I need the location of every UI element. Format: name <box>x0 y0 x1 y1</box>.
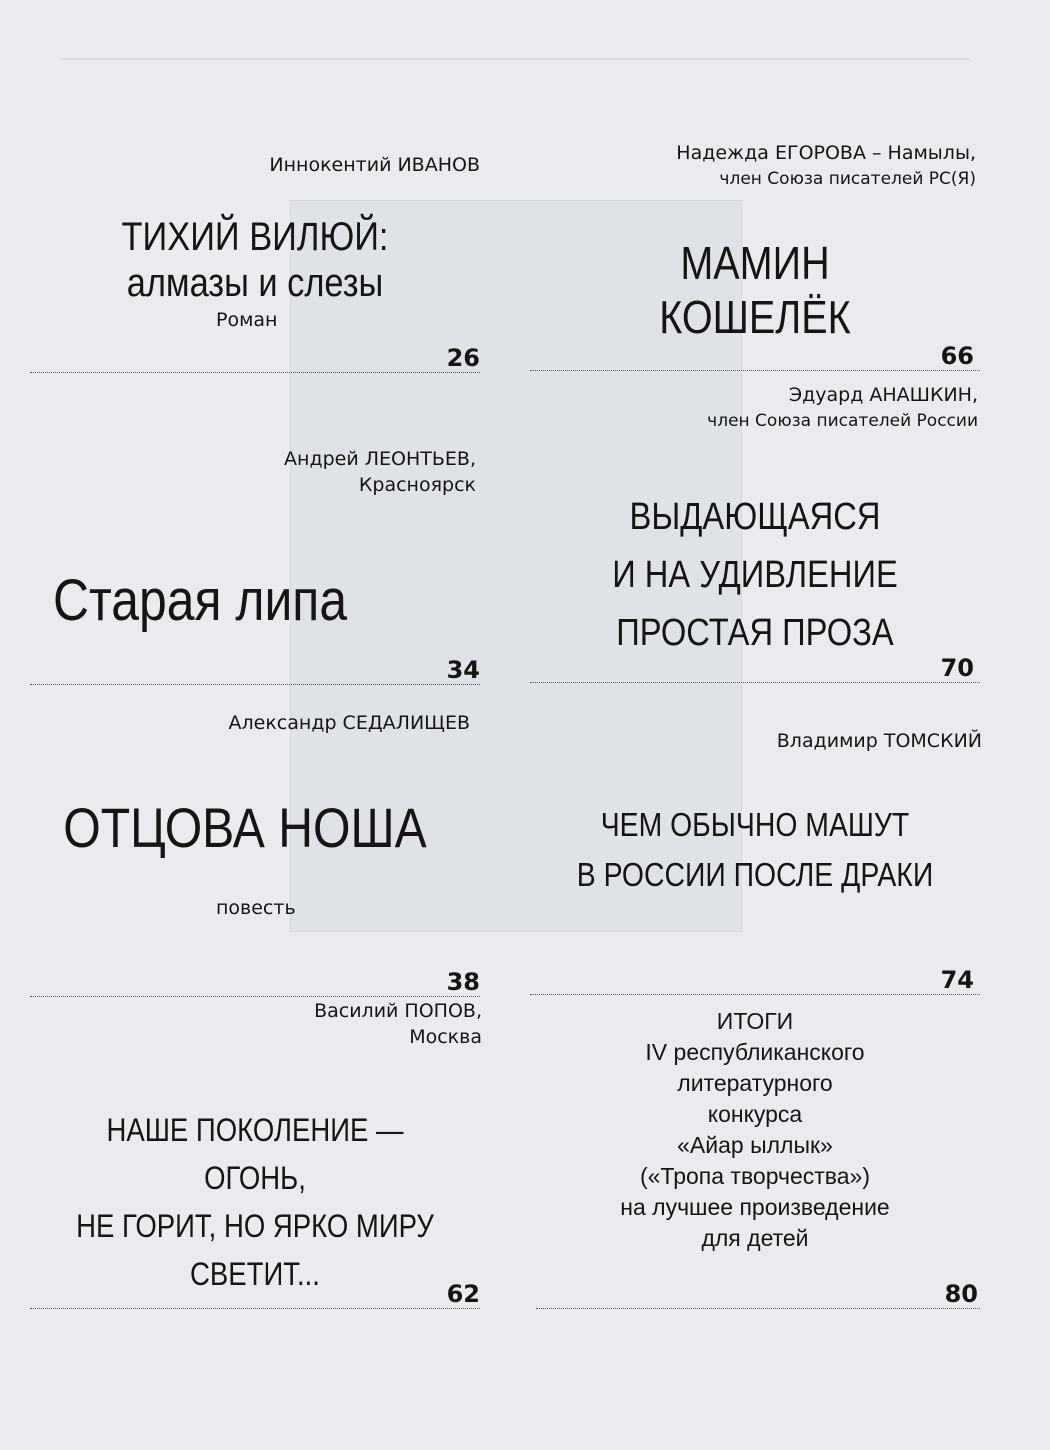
toc-page-number[interactable]: 70 <box>940 654 974 682</box>
title-line: КОШЕЛЁК <box>659 291 851 343</box>
title-line: «Айар ыллык» <box>677 1132 833 1158</box>
title-line: СВЕТИТ... <box>190 1256 320 1292</box>
toc-page-number[interactable]: 80 <box>944 1280 978 1308</box>
toc-subtitle: повесть <box>216 897 296 919</box>
toc-rule <box>536 1308 980 1309</box>
title-line: ВЫДАЮЩАЯСЯ <box>629 496 881 538</box>
toc-title[interactable] <box>19 568 380 635</box>
toc-rule <box>30 1308 480 1309</box>
author-line: Красноярск <box>358 474 476 496</box>
toc-title[interactable] <box>62 214 449 306</box>
background-text-line <box>60 58 970 60</box>
title-line: литературного <box>677 1070 833 1096</box>
title-line: («Тропа творчества») <box>639 1163 870 1189</box>
title-line: НЕ ГОРИТ, НО ЯРКО МИРУ <box>76 1208 434 1244</box>
title-line: конкурса <box>707 1101 803 1127</box>
toc-title[interactable] <box>52 796 439 860</box>
title-line: ПРОСТАЯ ПРОЗА <box>616 612 894 654</box>
title-line: ЧЕМ ОБЫЧНО МАШУТ <box>600 806 910 843</box>
title-line: И НА УДИВЛЕНИЕ <box>612 554 898 596</box>
toc-rule <box>30 684 480 685</box>
author-line: Эдуард АНАШКИН, <box>788 384 978 406</box>
author-line: Василий ПОПОВ, <box>314 1000 482 1022</box>
toc-rule <box>530 682 980 683</box>
title-line: IV республиканского <box>645 1039 865 1065</box>
title-line: ИТОГИ <box>716 1008 794 1034</box>
title-line: ОТЦОВА НОША <box>63 796 427 859</box>
toc-author <box>530 382 978 434</box>
author-line: Александр СЕДАЛИЩЕВ <box>228 712 470 734</box>
author-line: член Союза писателей России <box>707 411 978 431</box>
toc-rule <box>30 996 480 997</box>
author-line: Андрей ЛЕОНТЬЕВ, <box>284 448 476 470</box>
author-line: Москва <box>409 1026 482 1048</box>
author-line: Иннокентий ИВАНОВ <box>269 154 480 176</box>
title-line: НАШЕ ПОКОЛЕНИЕ — ОГОНЬ, <box>106 1112 404 1196</box>
toc-page-number[interactable]: 38 <box>446 968 480 996</box>
toc-author <box>30 446 476 498</box>
toc-author <box>30 152 480 178</box>
title-line: алмазы и слезы <box>126 261 384 305</box>
toc-rule <box>530 994 980 995</box>
toc-rule <box>530 370 980 371</box>
toc-author <box>30 710 470 736</box>
author-line: Владимир ТОМСКИЙ <box>776 730 982 752</box>
toc-subtitle: Роман <box>216 309 278 331</box>
toc-page-number[interactable]: 34 <box>446 656 480 684</box>
toc-author <box>530 728 982 754</box>
toc-title[interactable] <box>562 488 949 662</box>
toc-title[interactable] <box>62 1106 449 1298</box>
toc-title[interactable] <box>530 1006 980 1254</box>
title-line: Старая липа <box>52 568 348 633</box>
toc-author <box>30 998 482 1050</box>
toc-page-number[interactable]: 66 <box>940 342 974 370</box>
author-line: член Союза писателей РС(Я) <box>719 169 976 189</box>
title-line: В РОССИИ ПОСЛЕ ДРАКИ <box>576 856 934 893</box>
toc-rule <box>30 372 480 373</box>
title-line: для детей <box>701 1225 809 1251</box>
toc-page-number[interactable]: 26 <box>446 344 480 372</box>
toc-page-number[interactable]: 62 <box>446 1280 480 1308</box>
author-line: Надежда ЕГОРОВА – Намылы, <box>676 142 976 164</box>
title-line: ТИХИЙ ВИЛЮЙ: <box>121 215 389 259</box>
title-line: МАМИН <box>680 237 830 289</box>
title-line: на лучшее произведение <box>620 1194 890 1220</box>
toc-title[interactable] <box>562 800 949 900</box>
toc-author <box>530 140 976 192</box>
toc-page-number[interactable]: 74 <box>940 966 974 994</box>
toc-title[interactable] <box>562 236 949 344</box>
